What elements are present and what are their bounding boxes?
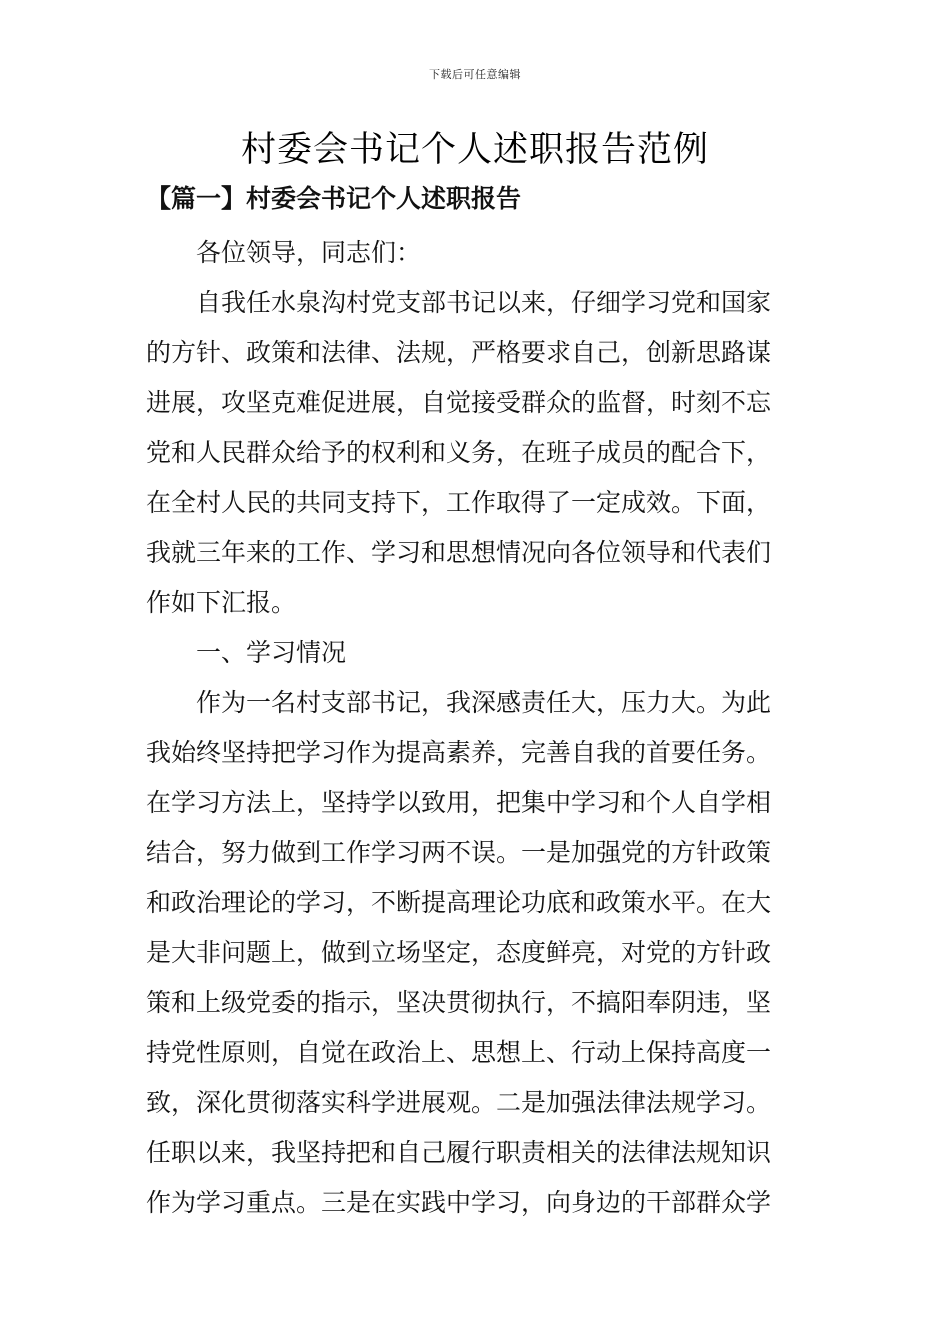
- body-text: [146, 228, 808, 1228]
- section-title: 【篇一】村委会书记个人述职报告: [146, 184, 522, 213]
- body-line: 我始终坚持把学习作为提高素养，完善自我的首要任务。: [146, 738, 772, 767]
- body-line: 在全村人民的共同支持下，工作取得了一定成效。下面，: [146, 488, 772, 517]
- body-line: 各位领导，同志们：: [196, 238, 422, 267]
- body-line: 作为学习重点。三是在实践中学习，向身边的干部群众学: [146, 1188, 772, 1217]
- body-line: 自我任水泉沟村党支部书记以来，仔细学习党和国家: [196, 288, 772, 317]
- body-line: 我就三年来的工作、学习和思想情况向各位领导和代表们: [146, 538, 772, 567]
- body-line: 的方针、政策和法律、法规，严格要求自己，创新思路谋: [146, 338, 772, 367]
- body-line: 和政治理论的学习，不断提高理论功底和政策水平。在大: [146, 888, 772, 917]
- body-line: 持党性原则，自觉在政治上、思想上、行动上保持高度一: [146, 1038, 772, 1067]
- body-line: 在学习方法上，坚持学以致用，把集中学习和个人自学相: [146, 788, 772, 817]
- body-line: 致，深化贯彻落实科学进展观。二是加强法律法规学习。: [146, 1088, 772, 1117]
- body-line: 作为一名村支部书记，我深感责任大，压力大。为此: [196, 688, 772, 717]
- body-line: 作如下汇报。: [146, 588, 297, 617]
- body-line: 是大非问题上，做到立场坚定，态度鲜亮，对党的方针政: [146, 938, 772, 967]
- body-line: 一、学习情况: [196, 638, 347, 667]
- document-title: 村委会书记个人述职报告范例: [240, 130, 709, 170]
- body-line: 任职以来，我坚持把和自己履行职责相关的法律法规知识: [146, 1138, 772, 1167]
- body-line: 结合，努力做到工作学习两不误。一是加强党的方针政策: [146, 838, 772, 867]
- body-line: 策和上级党委的指示，坚决贯彻执行，不搞阳奉阴违，坚: [146, 988, 772, 1017]
- body-line: 进展，攻坚克难促进展，自觉接受群众的监督，时刻不忘: [146, 388, 772, 417]
- body-line: 党和人民群众给予的权利和义务，在班子成员的配合下，: [146, 438, 772, 467]
- header-note: 下载后可任意编辑: [429, 68, 521, 81]
